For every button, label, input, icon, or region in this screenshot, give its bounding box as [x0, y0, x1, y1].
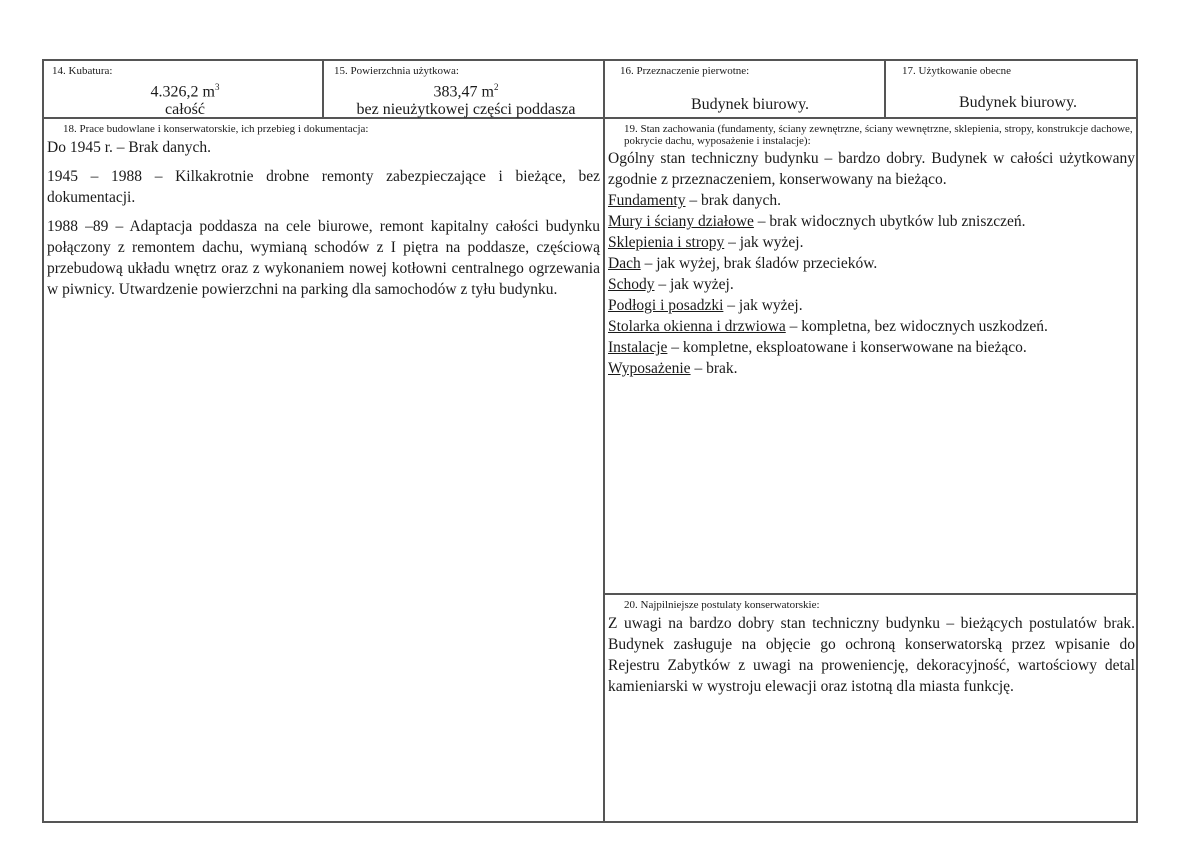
field-15-powierzchnia	[334, 65, 598, 117]
list-item: Fundamenty – brak danych.	[608, 192, 782, 209]
list-item: Schody – jak wyżej.	[608, 276, 734, 293]
field-17-uzytkowanie	[902, 65, 1134, 117]
list-item: Instalacje – kompletne, eksploatowane i konserwowane na bieżąco.	[608, 339, 1027, 356]
field-label: 15. Powierzchnia użytkowa:	[334, 65, 459, 77]
section-20	[608, 599, 1135, 819]
paragraph: 1945 – 1988 – Kilkakrotnie drobne remonty zabezpieczające i bieżące, bez dokumentacji.	[47, 168, 600, 206]
divider	[322, 61, 324, 118]
list-item: Podłogi i posadzki – jak wyżej.	[608, 297, 803, 314]
paragraph: Ogólny stan techniczny budynku – bardzo dobry. Budynek w całości użytkowany zgodnie z przeznaczeniem, konserwowany na bieżąco.	[608, 150, 1135, 188]
paragraph: 1988 –89 – Adaptacja poddasza na cele biurowe, remont kapitalny całości budynku połączony z remontem dachu, wymianą schodów z I piętra na poddasze, częściową przebudową układu wnętrz oraz z wykonaniem nowej kotłowni centralnego ogrzewania w piwnicy. Utwardzenie powierzchni na parking dla samochodów z tyłu budynku.	[47, 218, 600, 298]
list-item: Wyposażenie – brak.	[608, 360, 738, 377]
list-item: Stolarka okienna i drzwiowa – kompletna, bez widocznych uszkodzeń.	[608, 318, 1048, 335]
field-16-przeznaczenie	[620, 65, 880, 117]
field-note: bez nieużytkowej części poddasza	[356, 101, 576, 119]
section-label: 20. Najpilniejsze postulaty konserwatorskie:	[624, 599, 820, 611]
field-14-kubatura	[52, 65, 318, 117]
section-label: 18. Prace budowlane i konserwatorskie, ich przebieg i dokumentacja:	[63, 123, 369, 135]
field-label: 17. Użytkowanie obecne	[902, 65, 1012, 77]
form-frame	[42, 59, 1138, 823]
field-value: Budynek biurowy.	[958, 94, 1078, 111]
field-value: 4.326,2 $m^3$	[150, 82, 220, 101]
field-note: całość	[165, 101, 205, 119]
divider	[884, 61, 886, 118]
field-label: 16. Przeznaczenie pierwotne:	[620, 65, 750, 77]
list-item: Mury i ściany działowe – brak widocznych ubytków lub zniszczeń.	[608, 213, 1026, 230]
divider	[603, 593, 1138, 595]
section-label: 19. Stan zachowania (fundamenty, ściany zewnętrzne, ściany wewnętrzne, sklepienia, stropy, konstrukcje dachowe, pokrycie dachu, wyposażenie i instalacje):	[624, 123, 1133, 147]
field-value: Budynek biurowy.	[690, 96, 810, 113]
field-label: 14. Kubatura:	[52, 65, 113, 77]
divider	[603, 61, 605, 823]
list-item: Sklepienia i stropy – jak wyżej.	[608, 234, 804, 251]
section-19	[608, 123, 1135, 591]
list-item: Dach – jak wyżej, brak śladów przecieków.	[608, 255, 878, 272]
field-value: 383,47 $m^2$	[433, 82, 499, 101]
paragraph: Z uwagi na bardzo dobry stan techniczny budynku – bieżących postulatów brak. Budynek zasługuje na objęcie go ochroną konserwatorską przez wpisanie do Rejestru Zabytków z uwagi na proweniencję, dekoracyjność, wartościowy detal kamieniarski w wystroju elewacji oraz istotną dla miasta funkcję.	[608, 615, 1135, 695]
section-18	[47, 123, 600, 818]
paragraph: Do 1945 r. – Brak danych.	[47, 139, 212, 156]
